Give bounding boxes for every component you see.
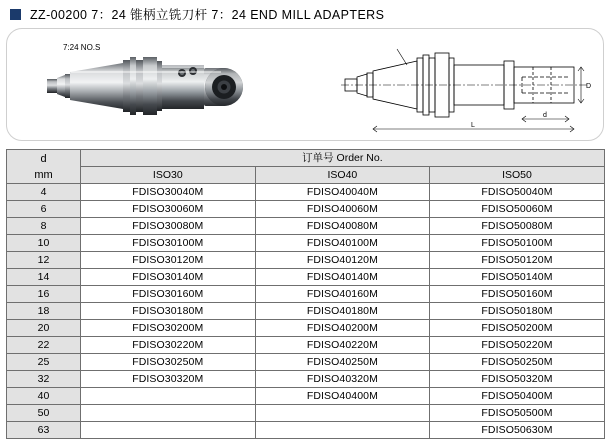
cell-d: 40 [7,388,81,405]
cell-iso40: FDISO40040M [255,184,430,201]
cell-d: 8 [7,218,81,235]
table-row [7,337,605,354]
cell-iso50: FDISO50180M [430,303,605,320]
table-row [7,235,605,252]
table-row [7,371,605,388]
table-row [7,252,605,269]
cell-d: 4 [7,184,81,201]
cell-iso30: FDISO30100M [81,235,256,252]
cell-iso30: FDISO30120M [81,252,256,269]
cell-iso30: FDISO30160M [81,286,256,303]
cell-d: 32 [7,371,81,388]
cell-iso50: FDISO50500M [430,405,605,422]
table-header-row-2 [7,167,605,184]
cell-iso50: FDISO50120M [430,252,605,269]
table-row [7,303,605,320]
svg-text:L: L [471,122,475,129]
svg-text:D: D [586,83,592,90]
cell-iso40: FDISO40060M [255,201,430,218]
cell-iso30: FDISO30080M [81,218,256,235]
cell-iso30: FDISO30250M [81,354,256,371]
cell-iso50: FDISO50040M [430,184,605,201]
cell-iso30: FDISO30180M [81,303,256,320]
cell-iso50: FDISO50060M [430,201,605,218]
cell-iso40: FDISO40250M [255,354,430,371]
end-mill-adapter-photo [25,35,265,139]
bullet-square-icon [10,9,21,20]
cell-iso30: FDISO30320M [81,371,256,388]
cell-iso40: FDISO40320M [255,371,430,388]
cell-iso40: FDISO40140M [255,269,430,286]
table-row [7,354,605,371]
cell-d: 63 [7,422,81,439]
table-body [7,184,605,439]
cell-iso50: FDISO50250M [430,354,605,371]
svg-text:d: d [543,112,547,119]
taper-callout-label: 7:24 NO.S [63,43,101,52]
cell-iso50: FDISO50220M [430,337,605,354]
specification-table-wrapper [6,149,604,439]
cell-iso30: FDISO30220M [81,337,256,354]
cell-d: 18 [7,303,81,320]
cell-d: 6 [7,201,81,218]
page-title: ZZ-00200 7：24 锥柄立铣刀杆 7：24 END MILL ADAPTERS [30,8,385,22]
cell-iso30: FDISO30040M [81,184,256,201]
column-header-iso40: ISO40 [255,167,430,184]
cell-iso40: FDISO40100M [255,235,430,252]
table-row [7,422,605,439]
cell-d: 14 [7,269,81,286]
table-row [7,320,605,337]
cell-iso50: FDISO50140M [430,269,605,286]
cell-iso30: FDISO30060M [81,201,256,218]
cell-d: 12 [7,252,81,269]
table-row [7,286,605,303]
cell-iso40 [255,405,430,422]
cell-iso40: FDISO40400M [255,388,430,405]
column-header-iso50: ISO50 [430,167,605,184]
illustration-panel [6,28,604,141]
cell-iso30 [81,405,256,422]
specification-table [6,149,605,439]
cell-iso50: FDISO50630M [430,422,605,439]
column-header-d-symbol: d [40,152,47,165]
cell-iso40: FDISO40120M [255,252,430,269]
cell-iso50: FDISO50320M [430,371,605,388]
cell-iso40: FDISO40080M [255,218,430,235]
cell-iso50: FDISO50200M [430,320,605,337]
cell-d: 22 [7,337,81,354]
table-row [7,218,605,235]
cell-iso50: FDISO50400M [430,388,605,405]
table-row [7,405,605,422]
cell-d: 25 [7,354,81,371]
cell-iso40: FDISO40200M [255,320,430,337]
cell-iso50: FDISO50160M [430,286,605,303]
page-header [0,0,610,26]
end-mill-adapter-dimension-drawing [337,31,604,141]
table-row [7,269,605,286]
table-header-row-1 [7,150,605,167]
cell-iso40: FDISO40180M [255,303,430,320]
cell-iso30 [81,422,256,439]
cell-iso40: FDISO40220M [255,337,430,354]
cell-iso40 [255,422,430,439]
table-row [7,201,605,218]
cell-iso30 [81,388,256,405]
column-header-order-no: 订单号 Order No. [81,150,605,167]
column-header-d [7,150,81,184]
cell-d: 16 [7,286,81,303]
cell-iso30: FDISO30200M [81,320,256,337]
column-header-iso30: ISO30 [81,167,256,184]
column-header-d-unit: mm [34,168,53,181]
table-row [7,388,605,405]
table-row [7,184,605,201]
cell-d: 10 [7,235,81,252]
cell-iso50: FDISO50100M [430,235,605,252]
cell-d: 20 [7,320,81,337]
cell-d: 50 [7,405,81,422]
cell-iso30: FDISO30140M [81,269,256,286]
cell-iso50: FDISO50080M [430,218,605,235]
cell-iso40: FDISO40160M [255,286,430,303]
